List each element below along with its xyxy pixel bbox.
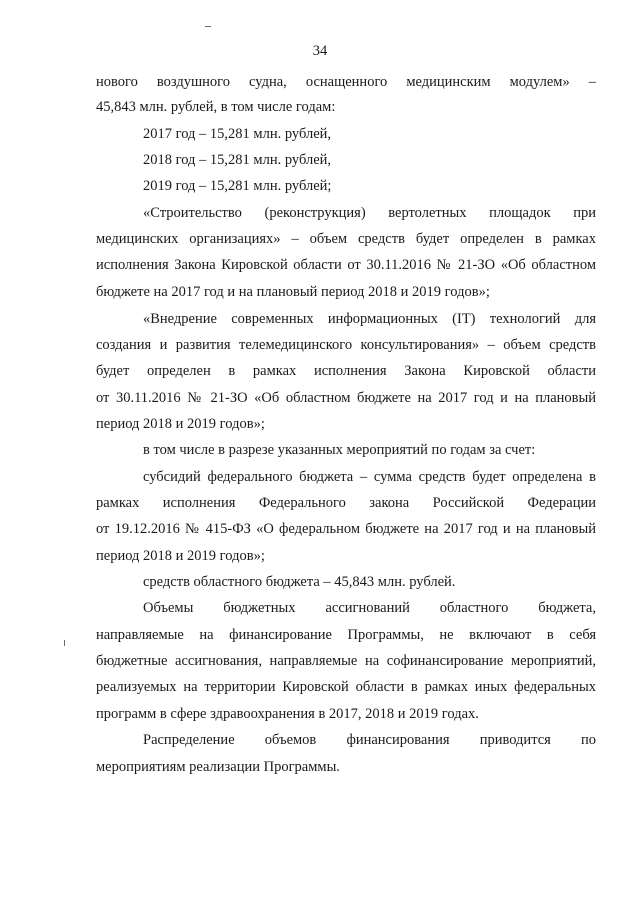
scan-mark-left xyxy=(64,640,65,646)
text-line: от 30.11.2016 № 21-ЗО «Об областном бюджете на 2017 год и на плановый xyxy=(96,390,596,406)
text-line: «Внедрение современных информационных (IT) технологий для xyxy=(143,311,596,327)
text-line: 2019 год – 15,281 млн. рублей; xyxy=(143,178,332,194)
text-line: 2018 год – 15,281 млн. рублей, xyxy=(143,152,332,168)
text-line: период 2018 и 2019 годов»; xyxy=(96,548,265,564)
text-line: создания и развития телемедицинского консультирования» – объем средств xyxy=(96,337,596,353)
text-line: Объемы бюджетных ассигнований областного бюджета, xyxy=(143,600,596,616)
text-line: мероприятиям реализации Программы. xyxy=(96,759,340,775)
text-line: 2017 год – 15,281 млн. рублей, xyxy=(143,126,332,142)
text-line: медицинских организациях» – объем средств будет определен в рамках xyxy=(96,231,596,247)
text-line: Распределение объемов финансирования приводится по xyxy=(143,732,596,748)
text-line: исполнения Закона Кировской области от 30.11.2016 № 21-ЗО «Об областном xyxy=(96,257,596,273)
text-line: нового воздушного судна, оснащенного медицинским модулем» – xyxy=(96,74,596,90)
page-number: 34 xyxy=(312,43,328,59)
text-line: период 2018 и 2019 годов»; xyxy=(96,416,265,432)
text-line: программ в сфере здравоохранения в 2017, 2018 и 2019 годах. xyxy=(96,706,479,722)
text-line: направляемые на финансирование Программы, не включают в себя xyxy=(96,627,596,643)
text-line: в том числе в разрезе указанных мероприятий по годам за счет: xyxy=(143,442,536,458)
text-line: рамках исполнения Федерального закона Российской Федерации xyxy=(96,495,596,511)
text-line: субсидий федерального бюджета – сумма средств будет определена в xyxy=(143,469,596,485)
text-line: «Строительство (реконструкция) вертолетных площадок при xyxy=(143,205,596,221)
text-line: реализуемых на территории Кировской области в рамках иных федеральных xyxy=(96,679,596,695)
text-line: бюджете на 2017 год и на плановый период 2018 и 2019 годов»; xyxy=(96,284,490,300)
text-line: от 19.12.2016 № 415-ФЗ «О федеральном бюджете на 2017 год и на плановый xyxy=(96,521,596,537)
text-line: 45,843 млн. рублей, в том числе годам: xyxy=(96,99,336,115)
text-line: средств областного бюджета – 45,843 млн. рублей. xyxy=(143,574,456,590)
scan-mark-top xyxy=(205,26,211,27)
text-line: бюджетные ассигнования, направляемые на софинансирование мероприятий, xyxy=(96,653,596,669)
text-line: будет определен в рамках исполнения Закона Кировской области xyxy=(96,363,596,379)
